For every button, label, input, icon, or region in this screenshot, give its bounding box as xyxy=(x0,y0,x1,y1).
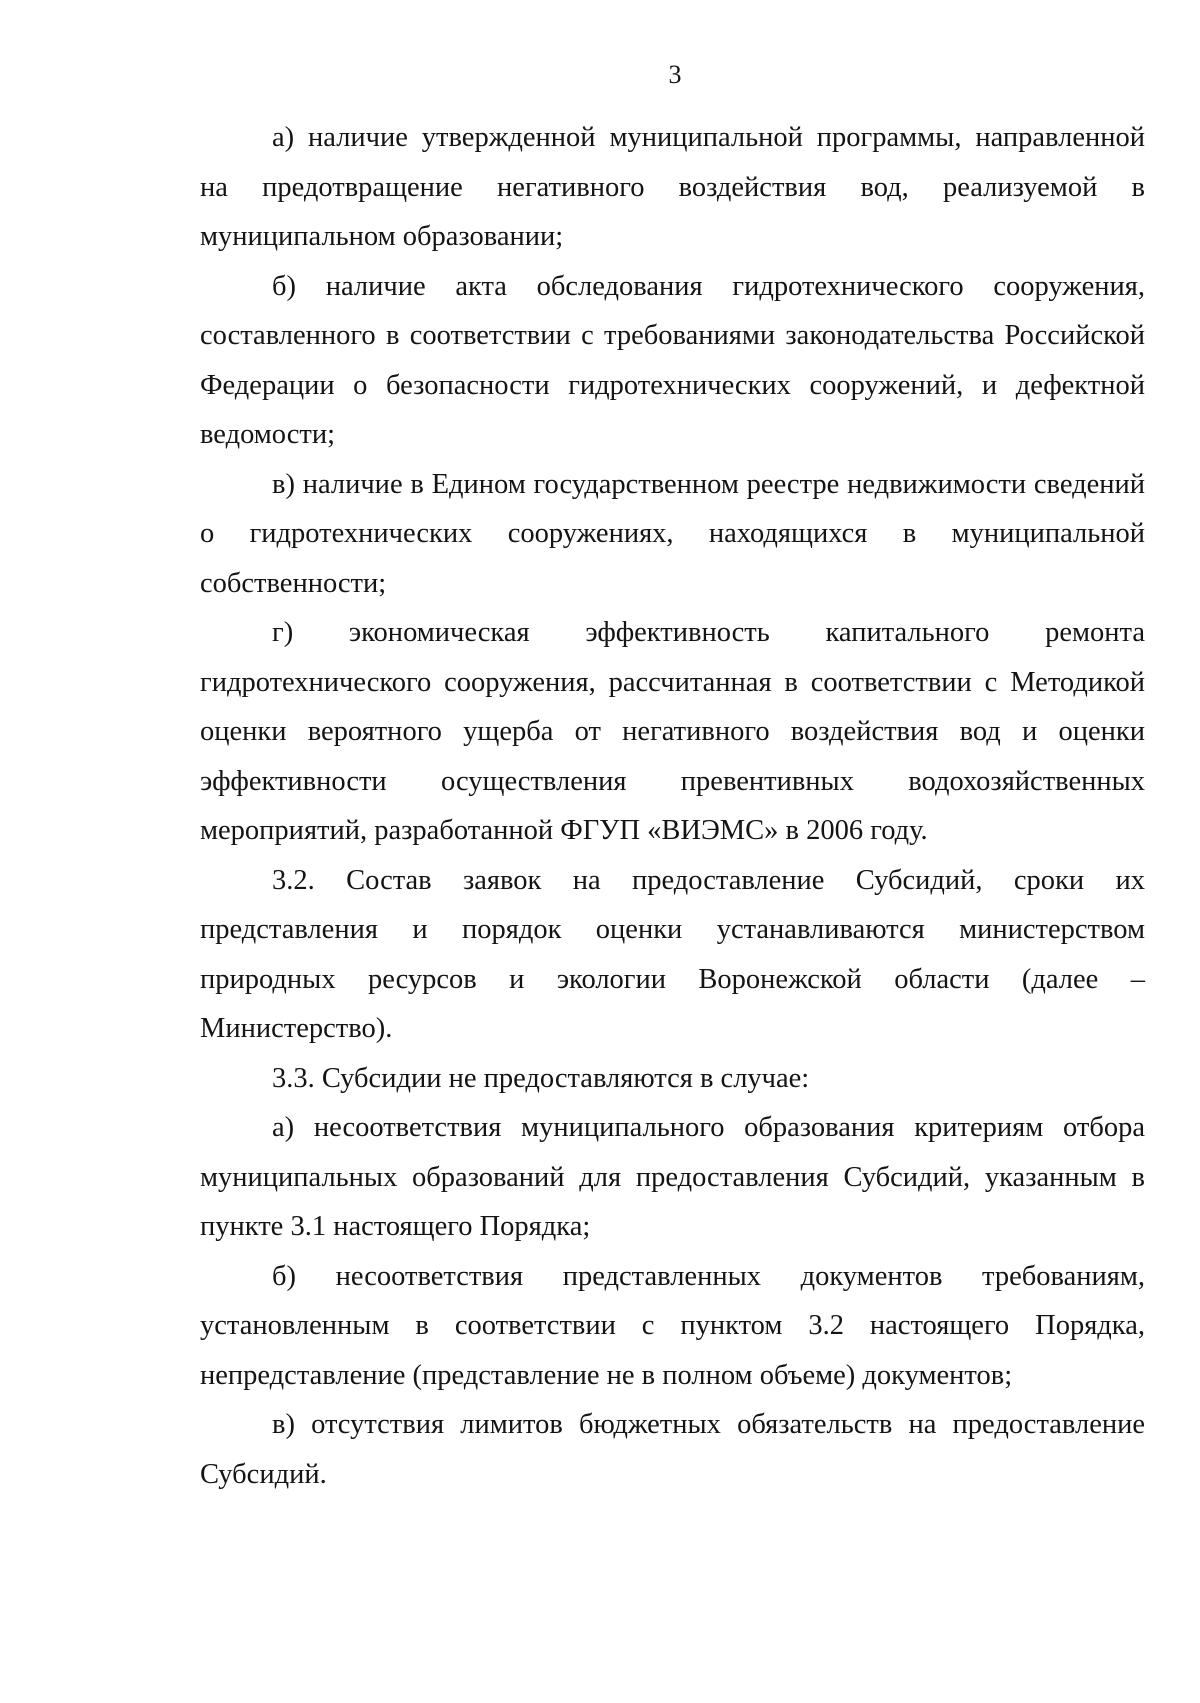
paragraph-refusal-v: в) отсутствия лимитов бюджетных обязательств на предоставление Субсидий. xyxy=(200,1409,1145,1490)
paragraph-3-3: 3.3. Субсидии не предоставляются в случае: xyxy=(272,1062,810,1094)
paragraph-criterion-v: в) наличие в Едином государственном реестре недвижимости сведений о гидротехнических сооружениях, находящихся в муниципальной собственности; xyxy=(200,468,1145,599)
page-number: 3 xyxy=(668,60,682,89)
paragraph-criterion-g: г) экономическая эффективность капитального ремонта гидротехнического сооружения, рассчитанная в соответствии с Методикой оценки вероятного ущерба от негативного воздействия вод и оценки эффективности осуществления превентивных водохозяйственных мероприятий, разработанной ФГУП «ВИЭМС» в 2006 году. xyxy=(200,617,1145,846)
paragraph-criterion-b: б) наличие акта обследования гидротехнического сооружения, составленного в соответствии с требованиями законодательства Российской Федерации о безопасности гидротехнических сооружений, и дефектной ведомости; xyxy=(200,270,1145,450)
paragraph-3-2: 3.2. Состав заявок на предоставление Субсидий, сроки их представления и порядок оценки устанавливаются министерством природных ресурсов и экологии Воронежской области (далее – Министерство). xyxy=(200,864,1145,1044)
paragraph-refusal-b: б) несоответствия представленных документов требованиям, установленным в соответствии с пунктом 3.2 настоящего Порядка, непредставление (представление не в полном объеме) документов; xyxy=(200,1260,1145,1391)
paragraph-criterion-a: а) наличие утвержденной муниципальной программы, направленной на предотвращение негативного воздействия вод, реализуемой в муниципальном образовании; xyxy=(200,122,1145,252)
paragraph-refusal-a: а) несоответствия муниципального образования критериям отбора муниципальных образований для предоставления Субсидий, указанным в пункте 3.1 настоящего Порядка; xyxy=(200,1112,1145,1242)
document-body xyxy=(200,113,1145,1499)
